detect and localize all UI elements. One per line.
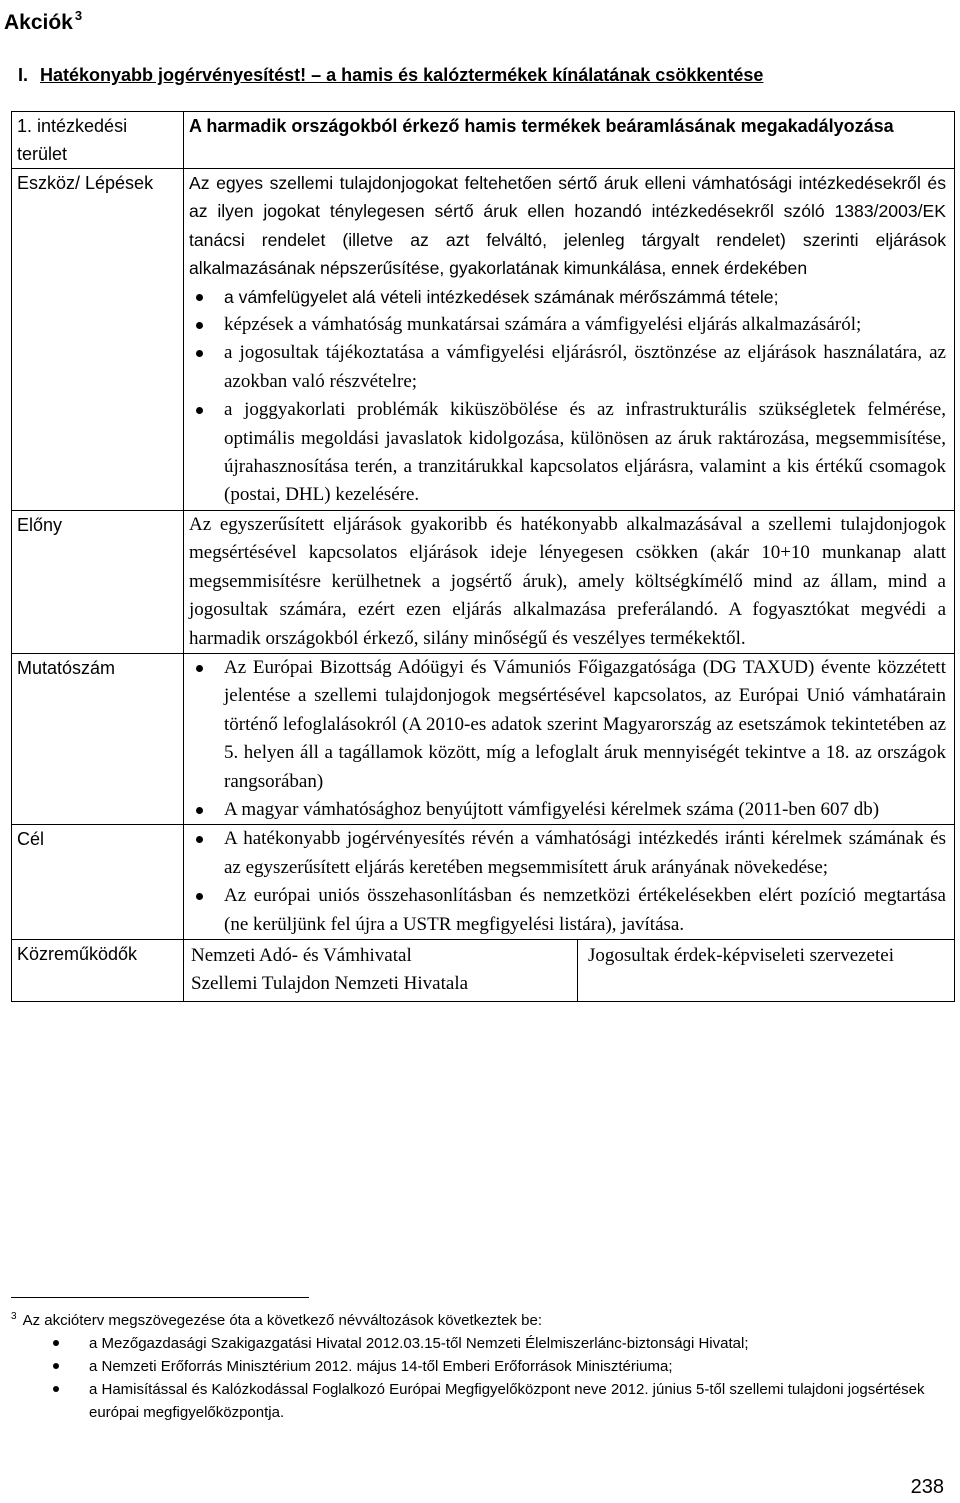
list-item: a Nemzeti Erőforrás Minisztérium 2012. május 14-től Emberi Erőforrások Minisztériuma; (11, 1355, 941, 1378)
page-title (4, 2, 82, 37)
row-kozremukodok (12, 939, 955, 1001)
row-mutatoszam (12, 653, 955, 824)
footnote-divider (11, 1297, 309, 1298)
kozremukodok-left-line1: Nemzeti Adó- és Vámhivatal (191, 944, 412, 966)
list-item: A hatékonyabb jogérvényesítés révén a vámhatósági intézkedés iránti kérelmek számának és az egyszerűsített eljárás keretében megsemmisített áruk arányának növekedése; (189, 825, 946, 882)
content-eszkoz (184, 169, 955, 511)
title-footnote-ref[interactable]: 3 (74, 8, 83, 23)
label-eszkoz: Eszköz/ Lépések (12, 169, 184, 511)
list-item: a joggyakorlati problémák kiküszöbölése és az infrastrukturális szükségletek felmérése, optimális megoldási javaslatok kidolgozása, különösen az áruk raktározása, megsemmisítése, újrahasznosítása terén, a tranzitárukkal kapcsolatos eljárásra, valamint a kis értékű csomagok (postai, DHL) kezelésére. (189, 396, 946, 510)
label-cel: Cél (12, 825, 184, 940)
content-cel (184, 825, 955, 940)
section-number: I. (18, 65, 29, 85)
list-item: Az európai uniós összehasonlításban és nemzetközi értékelésekben elért pozíció megtartása (ne kerüljünk fel újra a USTR megfigyelési listára), javítása. (189, 882, 946, 939)
content-mutatoszam (184, 653, 955, 824)
footnote (11, 1305, 941, 1424)
kozremukodok-left (191, 940, 578, 1001)
list-item: a vámfelügyelet alá vételi intézkedések számának mérőszámmá tétele; (189, 283, 946, 311)
label-elony: Előny (12, 510, 184, 653)
list-item: a Hamisítással és Kalózkodással Foglalkozó Európai Megfigyelőközpont neve 2012. június 5-től szellemi tulajdoni jogsértések európai megfigyelőközpontja. (11, 1378, 941, 1424)
section-title: Hatékonyabb jogérvényesítést! – a hamis és kalóztermékek kínálatának csökkentése (40, 65, 764, 85)
section-heading (18, 63, 763, 87)
list-item: Az Európai Bizottság Adóügyi és Vámuniós Főigazgatósága (DG TAXUD) évente közzétett jelentése a szellemi tulajdonjogok megsértésével kapcsolatos, az Európai Unió vámhatárain történő lefoglalásokról (A 2010-es adatok szerint Magyarország az esetszámok tekintetében az 5. helyen áll a tagállamok között, míg a lefoglalt áruk mennyiségét tekintve a 18. az országok rangsorában) (189, 654, 946, 796)
row-elony (12, 510, 955, 653)
label-mutatoszam: Mutatószám (12, 653, 184, 824)
page-title-text: Akciók (4, 11, 73, 34)
mutatoszam-bullet-list (189, 654, 946, 824)
footnote-intro (11, 1305, 941, 1332)
content-kozremukodok (184, 939, 955, 1001)
kozremukodok-right: Jogosultak érdek-képviseleti szervezetei (588, 944, 894, 966)
footnote-ref: 3 (11, 1311, 17, 1322)
action-table (11, 111, 955, 1002)
kozremukodok-left-line2: Szellemi Tulajdon Nemzeti Hivatala (191, 973, 469, 995)
row-cel (12, 825, 955, 940)
content-elony: Az egyszerűsített eljárások gyakoribb és hatékonyabb alkalmazásával a szellemi tulajdonjogok megsértésével kapcsolatos eljárások ideje lényegesen csökken (akár 10+10 munkanap alatt megsemmisítésre kerülhetnek a jogsértő áruk), amely költségkímélő mind az állam, mind a jogosultak számára, ezért ezen eljárás alkalmazása preferálandó. A fogyasztókat megvédi a harmadik országokból érkező, silány minőségű és veszélyes termékektől. (184, 510, 955, 653)
list-item: képzések a vámhatóság munkatársai számára a vámfigyelési eljárás alkalmazásáról; (189, 311, 946, 339)
page-number: 238 (910, 1476, 944, 1498)
row-intezkedesi-terulet (12, 112, 955, 169)
eszkoz-bullet-list (189, 283, 946, 510)
footnote-list (11, 1332, 941, 1424)
list-item: a jogosultak tájékoztatása a vámfigyelési eljárásról, ösztönzése az eljárások használatára, az azokban való részvételre; (189, 339, 946, 396)
cel-bullet-list (189, 825, 946, 939)
label-intezkedesi-terulet: 1. intézkedési terület (12, 112, 184, 169)
list-item: A magyar vámhatósághoz benyújtott vámfigyelési kérelmek száma (2011-ben 607 db) (189, 796, 946, 824)
label-kozremukodok: Közreműködők (12, 939, 184, 1001)
eszkoz-intro: Az egyes szellemi tulajdonjogokat feltehetően sértő áruk elleni vámhatósági intézkedésekről és az ilyen jogokat ténylegesen sértő áruk ellen hozandó intézkedésekről szóló 1383/2003/EK tanácsi rendelet (illetve az azt felváltó, jelenleg tárgyalt rendelet) szerinti eljárások alkalmazásának népszerűsítése, gyakorlatának kimunkálása, ennek érdekében (189, 173, 946, 279)
footnote-intro-text: Az akcióterv megszövegezése óta a következő névváltozások következtek be: (22, 1312, 543, 1329)
list-item: a Mezőgazdasági Szakigazgatási Hivatal 2012.03.15-től Nemzeti Élelmiszerlánc-biztonsági Hivatal; (11, 1332, 941, 1355)
row-eszkoz (12, 169, 955, 511)
content-intezkedesi-terulet: A harmadik országokból érkező hamis termékek beáramlásának megakadályozása (184, 112, 955, 169)
kozremukodok-split (191, 940, 954, 1001)
